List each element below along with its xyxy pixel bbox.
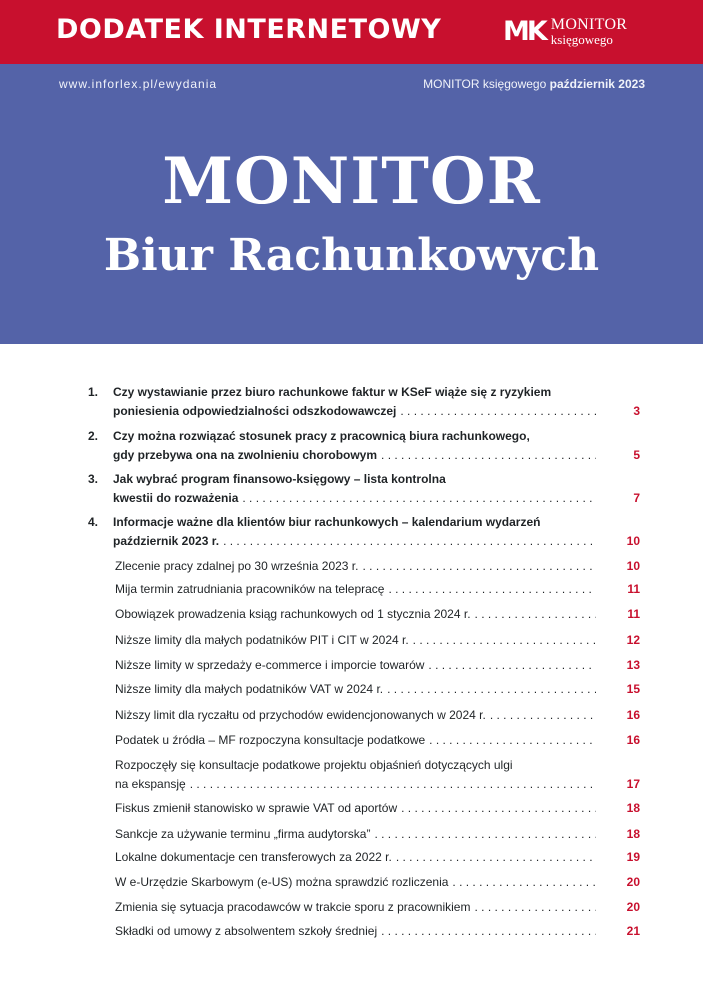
toc-page-number: 18: [626, 801, 640, 815]
issue-date: październik 2023: [549, 77, 645, 91]
toc-dot-leader: [474, 898, 596, 917]
toc-title-text: Sankcje za używanie terminu „firma audytorska”: [115, 827, 371, 841]
toc-page-number: 10: [626, 559, 640, 573]
toc-item-number: 4.: [88, 515, 99, 529]
toc-title-line: [113, 513, 596, 532]
toc-title-line: [115, 799, 596, 818]
toc-page-number: 19: [626, 850, 640, 864]
toc-title-text: Lokalne dokumentacje cen transferowych za 2022 r.: [115, 850, 392, 864]
toc-page-number: 20: [626, 900, 640, 914]
toc-dot-leader: [374, 825, 596, 844]
toc-title-text: Zmienia się sytuacja pracodawców w trakcie sporu z pracownikiem: [115, 900, 471, 914]
toc-dot-leader: [387, 680, 596, 699]
toc-title-text: W e-Urzędzie Skarbowym (e-US) można sprawdzić rozliczenia: [115, 875, 449, 889]
toc-dot-leader: [396, 848, 596, 867]
toc-title-text: Czy wystawianie przez biuro rachunkowe faktur w KSeF wiąże się z ryzykiem: [113, 385, 552, 399]
toc-title-line: [115, 922, 596, 941]
toc-item-title: [115, 898, 596, 917]
toc-page-number: 17: [626, 777, 640, 791]
toc-title-line: [113, 427, 596, 446]
toc-page-number: 16: [626, 708, 640, 722]
toc-page-number: 18: [626, 827, 640, 841]
toc-title-text: na ekspansję: [115, 777, 186, 791]
toc-item-number: 1.: [88, 385, 99, 399]
toc-title-line: [115, 873, 596, 892]
toc-title-line: [115, 848, 596, 867]
toc-item-number: 2.: [88, 429, 99, 443]
toc-item-number: 3.: [88, 472, 99, 486]
toc-title-line: [115, 631, 596, 650]
toc-item-title: [115, 922, 596, 941]
toc-title-line: [113, 489, 596, 508]
toc-title-line: [113, 402, 596, 421]
toc-title-text: Czy można rozwiązać stosunek pracy z pracownicą biura rachunkowego,: [113, 429, 530, 443]
toc-dot-leader: [381, 922, 596, 941]
toc-title-line: [115, 731, 596, 750]
toc-title-line: [115, 775, 596, 794]
toc-title-text: Niższy limit dla ryczałtu od przychodów ewidencjonowanych w 2024 r.: [115, 708, 486, 722]
main-title: MONITOR: [162, 144, 541, 219]
toc-page-number: 12: [626, 633, 640, 647]
toc-title-line: [115, 825, 596, 844]
toc-title-text: Obowiązek prowadzenia ksiąg rachunkowych od 1 stycznia 2024 r.: [115, 607, 471, 621]
toc-dot-leader: [223, 532, 596, 551]
toc-title-line: [113, 446, 596, 465]
toc-page-number: 3: [633, 404, 640, 418]
supplement-title: DODATEK INTERNETOWY: [56, 14, 442, 45]
toc-page-number: 5: [633, 448, 640, 462]
toc-page-number: 11: [627, 607, 640, 621]
toc-page-number: 16: [626, 733, 640, 747]
toc-title-text: Rozpoczęły się konsultacje podatkowe projektu objaśnień dotyczących ulgi: [115, 758, 513, 772]
toc-title-text: Podatek u źródła – MF rozpoczyna konsultacje podatkowe: [115, 733, 426, 747]
toc-dot-leader: [381, 446, 596, 465]
toc-dot-leader: [388, 580, 596, 599]
toc-item-title: [115, 557, 596, 576]
toc-title-text: Niższe limity dla małych podatników PIT i CIT w 2024 r.: [115, 633, 409, 647]
sub-title: Biur Rachunkowych: [103, 230, 600, 281]
toc-item-title: [115, 605, 596, 624]
toc-item-title: [115, 706, 596, 725]
toc-item-title: [115, 825, 596, 844]
toc-item-title: [115, 756, 596, 794]
toc-dot-leader: [401, 799, 596, 818]
toc-title-text: poniesienia odpowiedzialności odszkodowawczej: [113, 404, 397, 418]
issue-info: [423, 77, 645, 91]
toc-title-text: październik 2023 r.: [113, 534, 220, 548]
toc-dot-leader: [400, 402, 596, 421]
toc-title-line: [115, 656, 596, 675]
toc-title-text: Jak wybrać program finansowo-księgowy – lista kontrolna: [113, 472, 446, 486]
toc-dot-leader: [413, 631, 596, 650]
toc-title-text: Zlecenie pracy zdalnej po 30 września 2023 r.: [115, 559, 359, 573]
toc-dot-leader: [242, 489, 596, 508]
toc-item-title: [113, 427, 596, 465]
toc-title-text: Niższe limity w sprzedaży e-commerce i imporcie towarów: [115, 658, 425, 672]
toc-title-text: Mija termin zatrudniania pracowników na telepracę: [115, 582, 385, 596]
toc-title-line: [115, 580, 596, 599]
toc-title-text: kwestii do rozważenia: [113, 491, 239, 505]
toc-item-title: [115, 656, 596, 675]
toc-item-title: [115, 731, 596, 750]
toc-item-title: [115, 631, 596, 650]
toc-dot-leader: [362, 557, 596, 576]
toc-item-title: [113, 513, 596, 551]
toc-item-title: [113, 470, 596, 508]
toc-page-number: 15: [626, 682, 640, 696]
toc-title-line: [115, 557, 596, 576]
toc-dot-leader: [452, 873, 596, 892]
website-url: www.inforlex.pl/ewydania: [59, 77, 218, 91]
toc-title-line: [115, 680, 596, 699]
toc-title-line: [115, 605, 596, 624]
toc-item-title: [115, 680, 596, 699]
logo-line1: MONITOR: [550, 16, 628, 33]
toc-item-title: [113, 383, 596, 421]
toc-dot-leader: [428, 656, 596, 675]
toc-page-number: 7: [633, 491, 640, 505]
toc-title-line: [113, 532, 596, 551]
toc-item-title: [115, 873, 596, 892]
toc-title-line: [113, 383, 596, 402]
toc-title-text: gdy przebywa ona na zwolnieniu chorobowym: [113, 448, 378, 462]
toc-page-number: 10: [626, 534, 640, 548]
toc-item-title: [115, 799, 596, 818]
publication-name: MONITOR księgowego: [423, 77, 547, 91]
toc-title-text: Składki od umowy z absolwentem szkoły średniej: [115, 924, 378, 938]
toc-title-line: [115, 706, 596, 725]
toc-item-title: [115, 848, 596, 867]
toc-dot-leader: [429, 731, 596, 750]
toc-title-text: Fiskus zmienił stanowisko w sprawie VAT od aportów: [115, 801, 398, 815]
toc-item-title: [115, 580, 596, 599]
toc-title-line: [113, 470, 596, 489]
toc-dot-leader: [190, 775, 596, 794]
toc-title-line: [115, 898, 596, 917]
logo-mark: MK: [503, 16, 545, 47]
toc-page-number: 13: [626, 658, 640, 672]
toc-title-text: Niższe limity dla małych podatników VAT w 2024 r.: [115, 682, 384, 696]
toc-page-number: 11: [627, 582, 640, 596]
toc-dot-leader: [475, 605, 596, 624]
toc-title-text: Informacje ważne dla klientów biur rachunkowych – kalendarium wydarzeń: [113, 515, 541, 529]
toc-page-number: 21: [626, 924, 640, 938]
toc-title-line: [115, 756, 596, 775]
toc-page-number: 20: [626, 875, 640, 889]
logo-line2: księgowego: [550, 32, 613, 47]
brand-logo: [503, 17, 627, 51]
logo-text: [551, 17, 627, 47]
toc-dot-leader: [490, 706, 596, 725]
